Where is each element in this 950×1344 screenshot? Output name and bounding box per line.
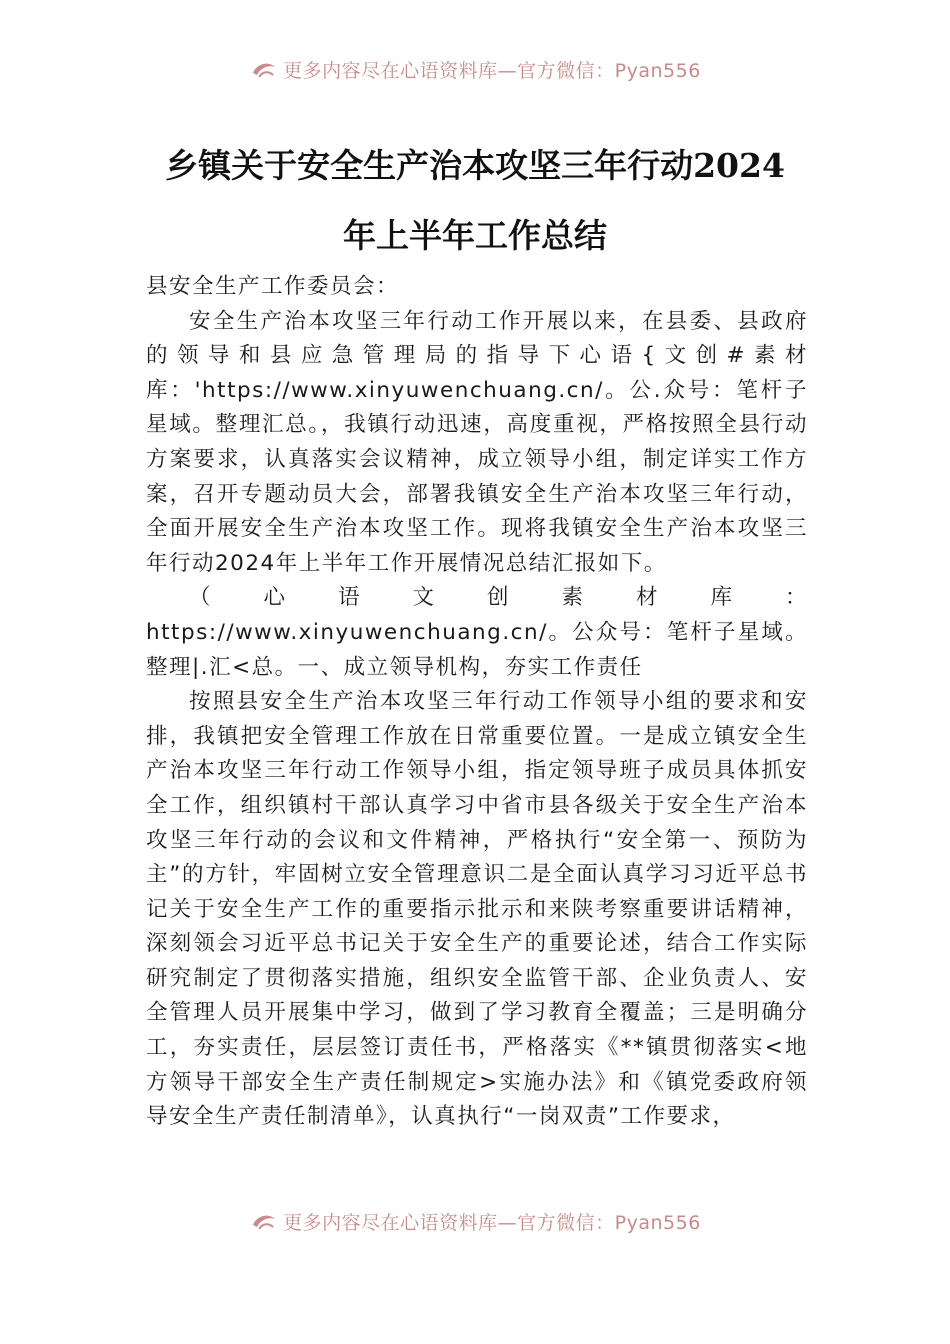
document-title-line-2: 年上半年工作总结 [343, 216, 607, 255]
watermark-text: 更多内容尽在心语资料库—官方微信：Pyan556 [283, 1212, 701, 1234]
document-title-line-1: 乡镇关于安全生产治本攻坚三年行动2024 [165, 146, 785, 185]
paragraph-section-body: 按照县安全生产治本攻坚三年行动工作领导小组的要求和安排，我镇把安全管理工作放在日常重要位置。一是成立镇安全生产治本攻坚三年行动工作领导小组，指定领导班子成员具体抓安全工作，组织镇村干部认真学习中省市县各级关于安全生产治本攻坚三年行动的会议和文件精神，严格执行“安全第一、预防为主”的方针，牢固树立安全管理意识二是全面认真学习习近平总书记关于安全生产工作的重要指示批示和来陕考察重要讲话精神，深刻领会习近平总书记关于安全生产的重要论述，结合工作实际研究制定了贯彻落实措施，组织安全监管干部、企业负责人、安全管理人员开展集中学习，做到了学习教育全覆盖；三是明确分工，夯实责任，层层签订责任书，严格落实《**镇贯彻落实<地方领导干部安全生产责任制规定>实施办法》和《镇党委政府领导安全生产责任制清单》，认真执行“一岗双责”工作要求， [146, 689, 808, 1130]
watermark-text: 更多内容尽在心语资料库—官方微信：Pyan556 [283, 60, 701, 82]
paragraph-section-heading: （心语文创素材库：https://www.xinyuwenchuang.cn/。公众号：笔杆子星域。整理|.汇<总。一、成立领导机构，夯实工作责任 [146, 585, 808, 680]
document-body [146, 270, 808, 1135]
watermark-logo-icon [249, 59, 279, 81]
paragraph-intro: 安全生产治本攻坚三年行动工作开展以来，在县委、县政府的领导和县应急管理局的指导下心语{文创#素材库：'https://www.xinyuwenchuang.cn/。公.众号：笔杆子星域。整理汇总。，我镇行动迅速，高度重视，严格按照全县行动方案要求，认真落实会议精神，成立领导小组，制定详实工作方案，召开专题动员大会，部署我镇安全生产治本攻坚三年行动，全面开展安全生产治本攻坚工作。现将我镇安全生产治本攻坚三年行动2024年上半年工作开展情况总结汇报如下。 [146, 308, 808, 576]
footer-watermark [0, 1208, 950, 1238]
watermark-logo-icon [249, 1211, 279, 1233]
salutation: 县安全生产工作委员会： [146, 274, 400, 299]
header-watermark [0, 56, 950, 86]
